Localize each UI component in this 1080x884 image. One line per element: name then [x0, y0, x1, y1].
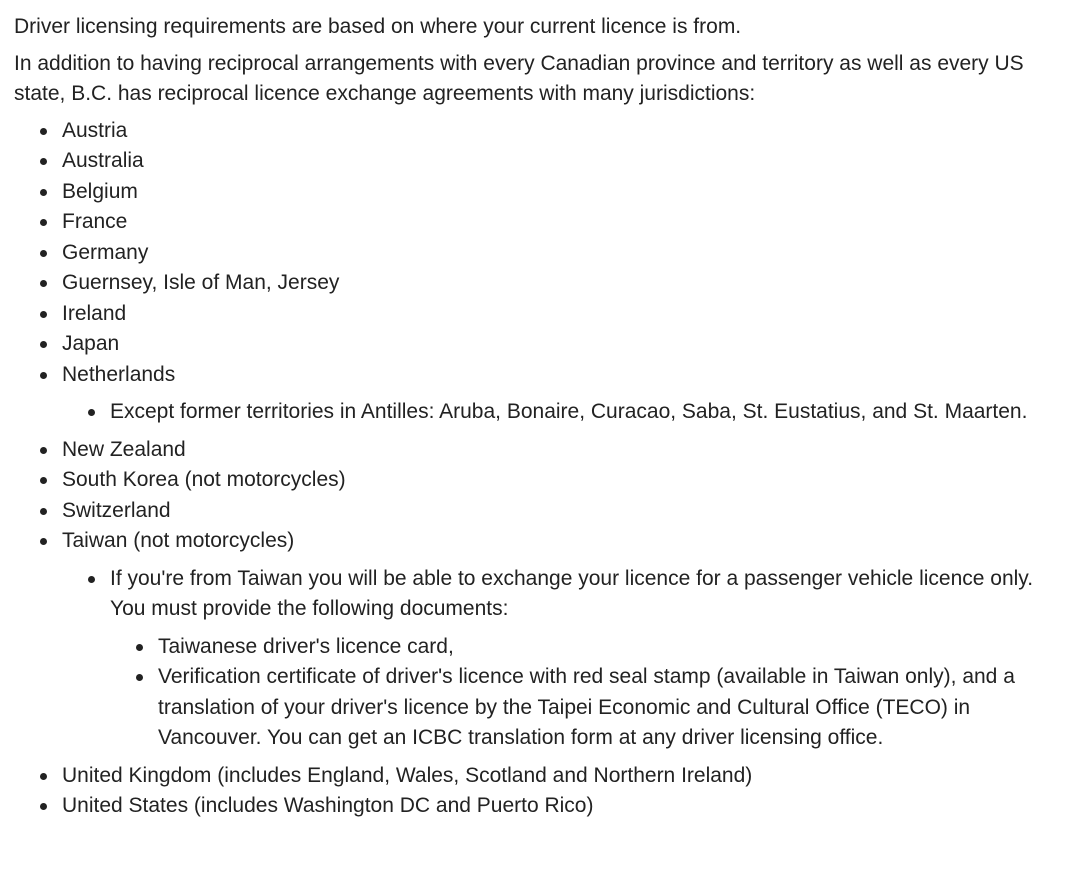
document-label: Verification certificate of driver's licence with red seal stamp (available in Taiwan only), and a translation of your driver's licence by the Taipei Economic and Cultural Office (TECO) in Vancouver. You can get an ICBC translation form at any driver licensing office.	[158, 665, 1015, 749]
bullet-icon	[40, 158, 47, 165]
list-item	[110, 564, 1072, 754]
list-item	[62, 329, 1072, 360]
bullet-icon	[88, 409, 95, 416]
list-item	[62, 761, 1072, 792]
list-item	[158, 662, 1072, 754]
bullet-icon	[40, 773, 47, 780]
jurisdiction-label: Australia	[62, 149, 144, 172]
bullet-icon	[40, 372, 47, 379]
list-item	[62, 207, 1072, 238]
list-item	[62, 465, 1072, 496]
bullet-icon	[40, 219, 47, 226]
list-item	[110, 397, 1072, 428]
jurisdiction-label: Belgium	[62, 179, 138, 203]
list-item	[158, 632, 1072, 663]
bullet-icon	[40, 447, 47, 454]
bullet-icon	[40, 280, 47, 287]
list-item	[62, 177, 1072, 208]
taiwan-sublist	[62, 564, 1072, 754]
netherlands-note: Except former territories in Antilles: Aruba, Bonaire, Curacao, Saba, St. Eustatius, and St. Maarten.	[110, 400, 1028, 423]
list-item	[62, 791, 1072, 822]
bullet-icon	[40, 311, 47, 318]
bullet-icon	[40, 803, 47, 810]
jurisdiction-label: France	[62, 210, 128, 233]
jurisdiction-label: Germany	[62, 240, 149, 264]
intro-text: Driver licensing requirements are based on where your current licence is from.	[14, 15, 742, 38]
list-item	[62, 116, 1072, 147]
document-label: Taiwanese driver's licence card,	[158, 634, 454, 658]
bullet-icon	[40, 128, 47, 135]
lead-text: In addition to having reciprocal arrangements with every Canadian province and territory as well as every US state, B.C. has reciprocal licence exchange agreements with many jurisdictions:	[14, 51, 1024, 105]
jurisdiction-label: Netherlands	[62, 362, 176, 386]
list-item	[62, 268, 1072, 299]
jurisdiction-list	[14, 116, 1072, 822]
jurisdiction-label: South Korea (not motorcycles)	[62, 468, 346, 491]
bullet-icon	[40, 508, 47, 515]
jurisdiction-label: Switzerland	[62, 498, 171, 522]
jurisdiction-label: Ireland	[62, 301, 127, 325]
jurisdiction-label: Guernsey, Isle of Man, Jersey	[62, 271, 340, 294]
bullet-icon	[40, 250, 47, 257]
list-item	[62, 238, 1072, 269]
list-item	[62, 526, 1072, 754]
taiwan-documents-list	[110, 632, 1072, 754]
list-item	[62, 299, 1072, 330]
jurisdiction-label: United States (includes Washington DC and Puerto Rico)	[62, 794, 594, 817]
netherlands-sublist	[62, 397, 1072, 428]
list-item	[62, 496, 1072, 527]
bullet-icon	[40, 189, 47, 196]
jurisdiction-label: New Zealand	[62, 437, 186, 461]
list-item	[62, 435, 1072, 466]
bullet-icon	[88, 576, 95, 583]
jurisdiction-label: Austria	[62, 118, 128, 142]
bullet-icon	[40, 477, 47, 484]
bullet-icon	[136, 644, 143, 651]
jurisdiction-label: United Kingdom (includes England, Wales, Scotland and Northern Ireland)	[62, 763, 753, 787]
list-item	[62, 146, 1072, 177]
list-item	[62, 360, 1072, 428]
taiwan-note: If you're from Taiwan you will be able to exchange your licence for a passenger vehicle licence only. You must provide the following documents:	[110, 566, 1034, 620]
bullet-icon	[40, 538, 47, 545]
jurisdiction-label: Japan	[62, 332, 120, 355]
page-content	[14, 12, 1072, 822]
bullet-icon	[136, 674, 143, 681]
bullet-icon	[40, 341, 47, 348]
jurisdiction-label: Taiwan (not motorcycles)	[62, 529, 295, 552]
